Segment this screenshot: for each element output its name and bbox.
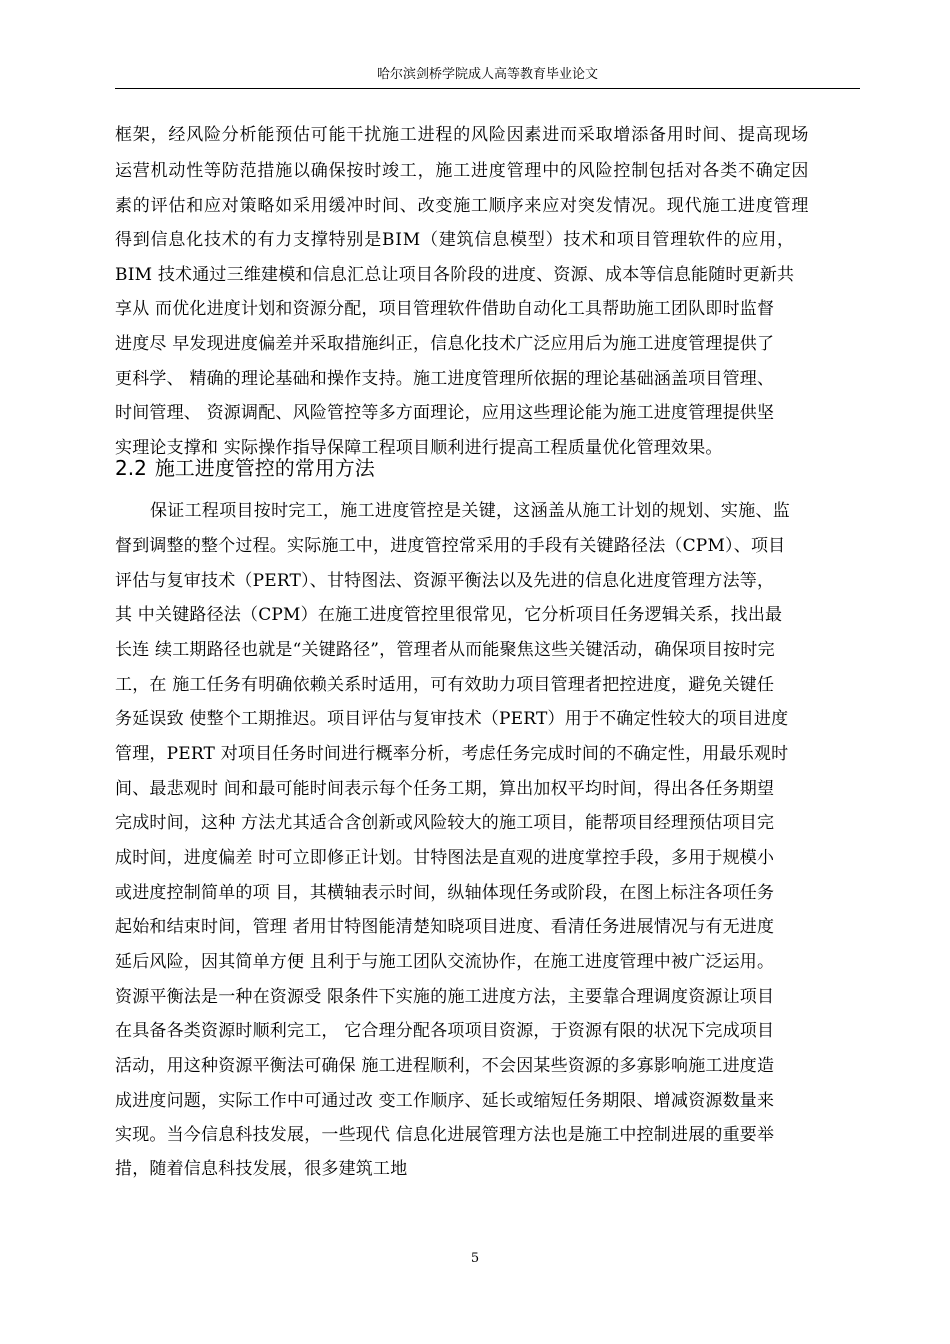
text-line: 活动，用这种资源平衡法可确保 施工进程顺利，不会因某些资源的多寡影响施工进度造 <box>115 1056 775 1076</box>
text-line: 享从 而优化进度计划和资源分配，项目管理软件借助自动化工具帮助施工团队即时监督 <box>115 299 775 319</box>
text-line: 运营机动性等防范措施以确保按时竣工，施工进度管理中的风险控制包括对各类不确定因 <box>115 161 810 181</box>
text-line: 时间管理、 资源调配、风险管控等多方面理论，应用这些理论能为施工进度管理提供坚 <box>115 403 775 423</box>
text-line: 资源平衡法是一种在资源受 限条件下实施的施工进度方法，主要靠合理调度资源让项目 <box>115 987 775 1007</box>
text-line: 管理，PERT 对项目任务时间进行概率分析，考虑任务完成时间的不确定性，用最乐观时 <box>115 744 789 764</box>
text-line: 起始和结束时间，管理 者用甘特图能清楚知晓项目进度、看清任务进展情况与有无进度 <box>115 917 775 937</box>
page-number: 5 <box>470 1251 480 1266</box>
page-header-title: 哈尔滨剑桥学院成人高等教育毕业论文 <box>376 67 598 82</box>
text-line: 素的评估和应对策略如采用缓冲时间、改变施工顺序来应对突发情况。现代施工进度管理 <box>115 196 810 216</box>
text-line: 实现。当今信息科技发展，一些现代 信息化进展管理方法也是施工中控制进展的重要举 <box>115 1125 775 1145</box>
text-line: 督到调整的整个过程。实际施工中，进度管控常采用的手段有关键路径法（CPM）、项目 <box>115 536 786 556</box>
text-line: 实理论支撑和 实际操作指导保障工程项目顺利进行提高工程质量优化管理效果。 <box>115 438 723 458</box>
text-line: 长连 续工期路径也就是“关键路径”，管理者从而能聚焦这些关键活动，确保项目按时完 <box>115 640 775 660</box>
text-line: 成时间，进度偏差 时可立即修正计划。甘特图法是直观的进度掌控手段，多用于规模小 <box>115 848 775 868</box>
section-heading <box>115 454 375 482</box>
text-line: 完成时间，这种 方法尤其适合含创新或风险较大的施工项目，能帮项目经理预估项目完 <box>115 813 775 833</box>
text-line: 成进度问题，实际工作中可通过改 变工作顺序、延长或缩短任务期限、增减资源数量来 <box>115 1091 775 1111</box>
text-line: 其 中关键路径法（CPM）在施工进度管控里很常见，它分析项目任务逻辑关系，找出最 <box>115 605 783 625</box>
text-line: 框架，经风险分析能预估可能干扰施工进程的风险因素进而采取增添备用时间、提高现场 <box>115 125 810 145</box>
section-title: 施工进度管控的常用方法 <box>154 456 375 480</box>
text-line: 保证工程项目按时完工，施工进度管控是关键，这涵盖从施工计划的规划、实施、监 <box>150 501 791 521</box>
text-line: 间、最悲观时 间和最可能时间表示每个任务工期，算出加权平均时间，得出各任务期望 <box>115 779 775 799</box>
text-line: 得到信息化技术的有力支撑特别是BIM（建筑信息模型）技术和项目管理软件的应用， <box>115 230 795 250</box>
header-divider <box>115 88 860 89</box>
text-line: 措，随着信息科技发展，很多建筑工地 <box>115 1159 408 1179</box>
text-line: 工，在 施工任务有明确依赖关系时适用，可有效助力项目管理者把控进度，避免关键任 <box>115 675 775 695</box>
text-line: 进度尽 早发现进度偏差并采取措施纠正，信息化技术广泛应用后为施工进度管理提供了 <box>115 334 775 354</box>
text-line: 或进度控制简单的项 目，其横轴表示时间，纵轴体现任务或阶段，在图上标注各项任务 <box>115 883 775 903</box>
text-line: 延后风险，因其简单方便 且利于与施工团队交流协作，在施工进度管理中被广泛运用。 <box>115 952 775 972</box>
text-line: BIM 技术通过三维建模和信息汇总让项目各阶段的进度、资源、成本等信息能随时更新共 <box>115 265 795 285</box>
text-line: 务延误致 使整个工期推迟。项目评估与复审技术（PERT）用于不确定性较大的项目进度 <box>115 709 789 729</box>
text-line: 在具备各类资源时顺利完工， 它合理分配各项项目资源，于资源有限的状况下完成项目 <box>115 1021 775 1041</box>
text-line: 更科学、 精确的理论基础和操作支持。施工进度管理所依据的理论基础涵盖项目管理、 <box>115 369 775 389</box>
section-number: 2.2 <box>115 456 147 480</box>
text-line: 评估与复审技术（PERT）、甘特图法、资源平衡法以及先进的信息化进度管理方法等， <box>115 571 775 591</box>
